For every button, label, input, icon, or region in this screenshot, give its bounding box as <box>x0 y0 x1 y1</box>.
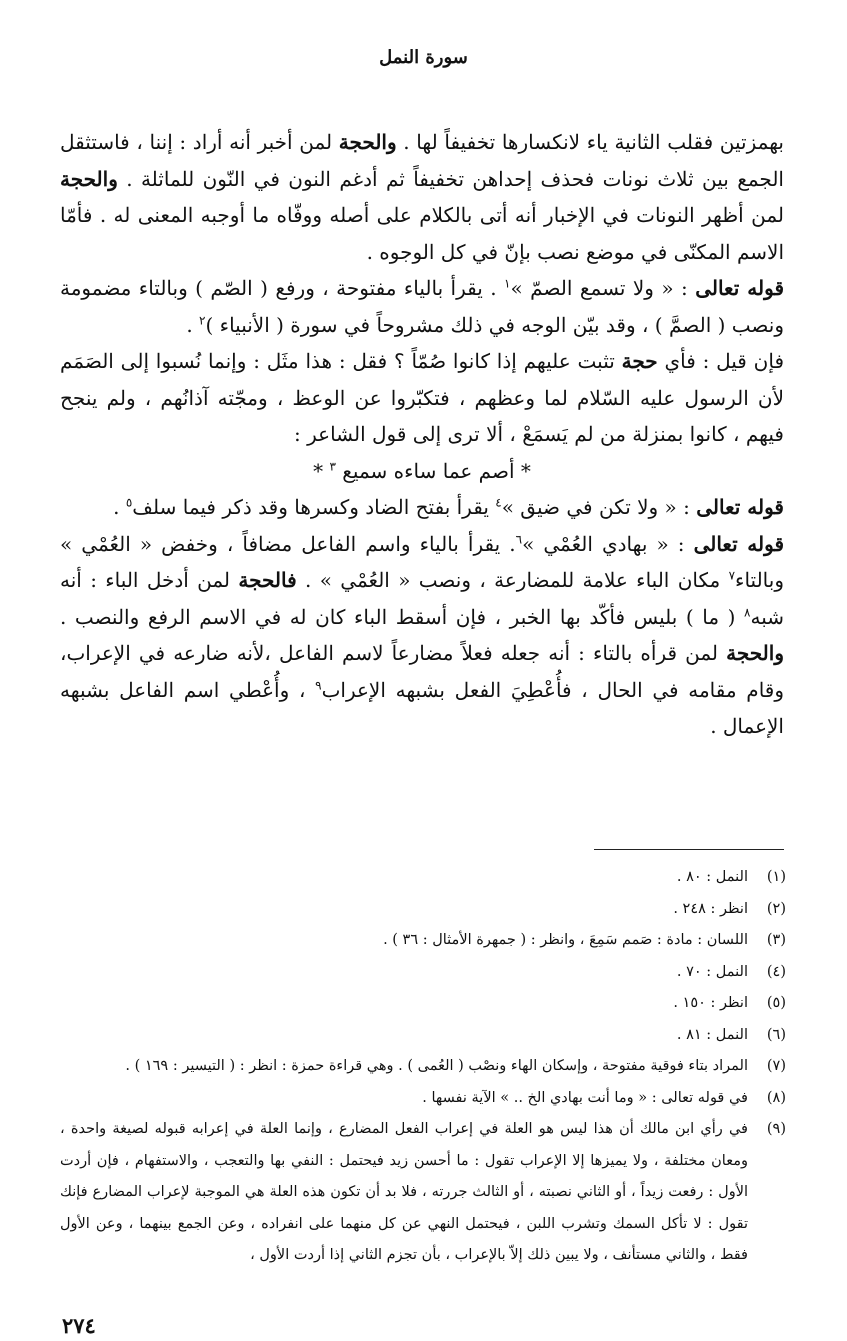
verse-lead: قوله تعالى <box>696 495 784 519</box>
footnote-number: (٦) <box>766 1026 786 1043</box>
hujja-term: حجة <box>621 349 658 373</box>
paragraph-3: فإن قيل : فأي حجة تثبت عليهم إذا كانوا صُمّاً ؟ فقل : هذا مثَل : وإنما نُسبوا إلى الصَمَم لأن الرسول عليه السّلام لما وعظهم ، فتكبّروا عن الوعظ ، ومجّته آذانُهم ، ولم ينجح فيهم ، كانوا بمنزلة من لم يَسمَعْ ، ألا ترى إلى قول الشاعر : <box>60 349 785 446</box>
footnote-item <box>60 957 786 989</box>
footnotes <box>60 862 786 1272</box>
footnote-item <box>60 1020 786 1052</box>
footnote-ref: ٥ <box>125 495 133 510</box>
footnote-item <box>60 988 786 1020</box>
footnote-number: (٥) <box>766 995 786 1011</box>
hujja-term: فالحجة <box>238 568 297 592</box>
footnote-number: (٧) <box>766 1058 786 1074</box>
footnote-text: في قوله تعالى : « وما أنت بهادي الخ .. » الآية نفسها . <box>422 1089 748 1106</box>
footnote-number: (١) <box>766 869 786 885</box>
footnote-item <box>60 862 786 894</box>
footnote-ref: ١ <box>504 276 511 291</box>
footnote-number: (٩) <box>766 1121 786 1137</box>
surah-title: سورة النمل <box>379 47 468 68</box>
footnote-ref: ٤ <box>495 495 502 510</box>
footnote-text: انظر : ٢٤٨ . <box>673 900 748 917</box>
footnote-item <box>60 1051 786 1083</box>
verse-lead: قوله تعالى <box>693 531 785 556</box>
footnote-ref: ٣ <box>329 458 336 473</box>
footnote-number: (٨) <box>766 1089 786 1106</box>
main-text <box>60 124 784 745</box>
footnote-divider <box>594 849 784 850</box>
footnote-text: النمل : ٨١ . <box>676 1026 748 1043</box>
footnote-text: النمل : ٨٠ . <box>676 869 748 885</box>
poetry-verse: * أصم عما ساءه سميع $^٣$ * <box>313 458 531 483</box>
footnote-text: المراد بتاء فوقية مفتوحة ، وإسكان الهاء ونصْب ( العُمى ) . وهي قراءة حمزة : انظر : ( التيسير : ١٦٩ ) . <box>125 1058 748 1074</box>
footnote-ref: ٨ <box>744 604 751 619</box>
footnote-text: النمل : ٧٠ . <box>676 963 748 980</box>
paragraph-5: قوله تعالى : « بهادي العُمْي »$^٦$. يقرأ بالياء واسم الفاعل مضافاً ، وخفض « العُمْي » وبالتاء$^٧$ مكان الباء علامة للمضارعة ، ونصب « العُمْي » . فالحجة لمن أدخل الباء : أنه شبه$^٨$ ( ما ) بليس فأكّد بها الخبر ، فإن أسقط الباء كان له في الاسم الرفع والنصب . والحجة لمن قرأه بالتاء : أنه جعله فعلاً مضارعاً لاسم الفاعل ،لأنه ضارعه في الإعراب، وقام مقامه في الحال ، فأُعْطِيَ الفعل بشبهه الإعراب$^٩$ ، وأُعْطي اسم الفاعل بشبهه الإعمال . <box>60 531 785 738</box>
footnote-text: اللسان : مادة : صَمم سَمِعَ ، وانظر : ( جمهرة الأمثال : ٣٦ ) . <box>383 932 748 948</box>
hujja-term: والحجة <box>726 641 784 665</box>
footnote-item <box>60 894 786 926</box>
footnote-number: (٤) <box>766 963 786 980</box>
footnote-number: (٢) <box>766 900 786 917</box>
footnote-ref: ٧ <box>728 568 736 583</box>
page-header <box>0 47 847 68</box>
paragraph-4: قوله تعالى : « ولا تكن في ضيق »$^٤$ يقرأ بفتح الضاد وكسرها وقد ذكر فيما سلف$^٥$ . <box>113 495 784 519</box>
footnote-item <box>60 1114 786 1272</box>
page-number: ٢٧٤ <box>62 1313 96 1338</box>
footnote-ref: ٦ <box>515 531 523 546</box>
paragraph-1: بهمزتين فقلب الثانية ياء لانكسارها تخفيفاً لها . والحجة لمن أخبر أنه أراد : إننا ، فاستثقل الجمع بين ثلاث نونات فحذف إحداهن تخفيفاً ثم أدغم النون في النّون للماثلة . والحجة لمن أظهر النونات في الإخبار أنه أتى بالكلام على أصله ووفّاه ما أوجبه المعنى له . فأمّا الاسم المكنّى في موضع نصب بإنّ في كل الوجوه . <box>60 130 784 264</box>
footnote-number: (٣) <box>766 932 786 948</box>
footnote-ref: ٢ <box>199 312 206 327</box>
footnote-ref: ٩ <box>315 677 322 692</box>
footnote-text: في رأي ابن مالك أن هذا ليس هو العلة في إعراب الفعل المضارع ، وإنما العلة في إعرابه قبوله لصيغة واحدة ، ومعان مختلفة ، ولا يميزها إلا الإعراب تقول : ما أحسن زيد فيحتمل : النفي بها والتعجب ، والاستفهام ، فإن أردت الأول : رفعت زيداً ، أو الثاني نصبته ، أو الثالث جررته ، فلا بد أن تكون هذه العلة هي الموجبة لإعراب المضارع فإنك تقول : لا تأكل السمك وتشرب اللبن ، فيحتمل النهي عن كل منهما على انفراده ، وعن الجمع بينهما ، وعن الأول فقط ، والثاني مستأنف ، ولا يبين ذلك إلاّ بالإعراب ، بأن تجزم الثاني إذا أردت الأول ، <box>60 1121 748 1263</box>
footnote-item <box>60 925 786 957</box>
hujja-term: والحجة <box>338 130 397 154</box>
verse-lead: قوله تعالى <box>695 276 785 300</box>
footnote-item <box>60 1083 786 1115</box>
hujja-term: والحجة <box>60 166 118 191</box>
footnote-text: انظر : ١٥٠ . <box>673 995 748 1011</box>
paragraph-2: قوله تعالى : « ولا تسمع الصمّ »$^١$ . يقرأ بالياء مفتوحة ، ورفع ( الصّم ) وبالتاء مضمومة ونصب ( الصمَّ ) ، وقد بيّن الوجه في ذلك مشروحاً في سورة ( الأنبياء )$^٢$ . <box>60 276 785 337</box>
